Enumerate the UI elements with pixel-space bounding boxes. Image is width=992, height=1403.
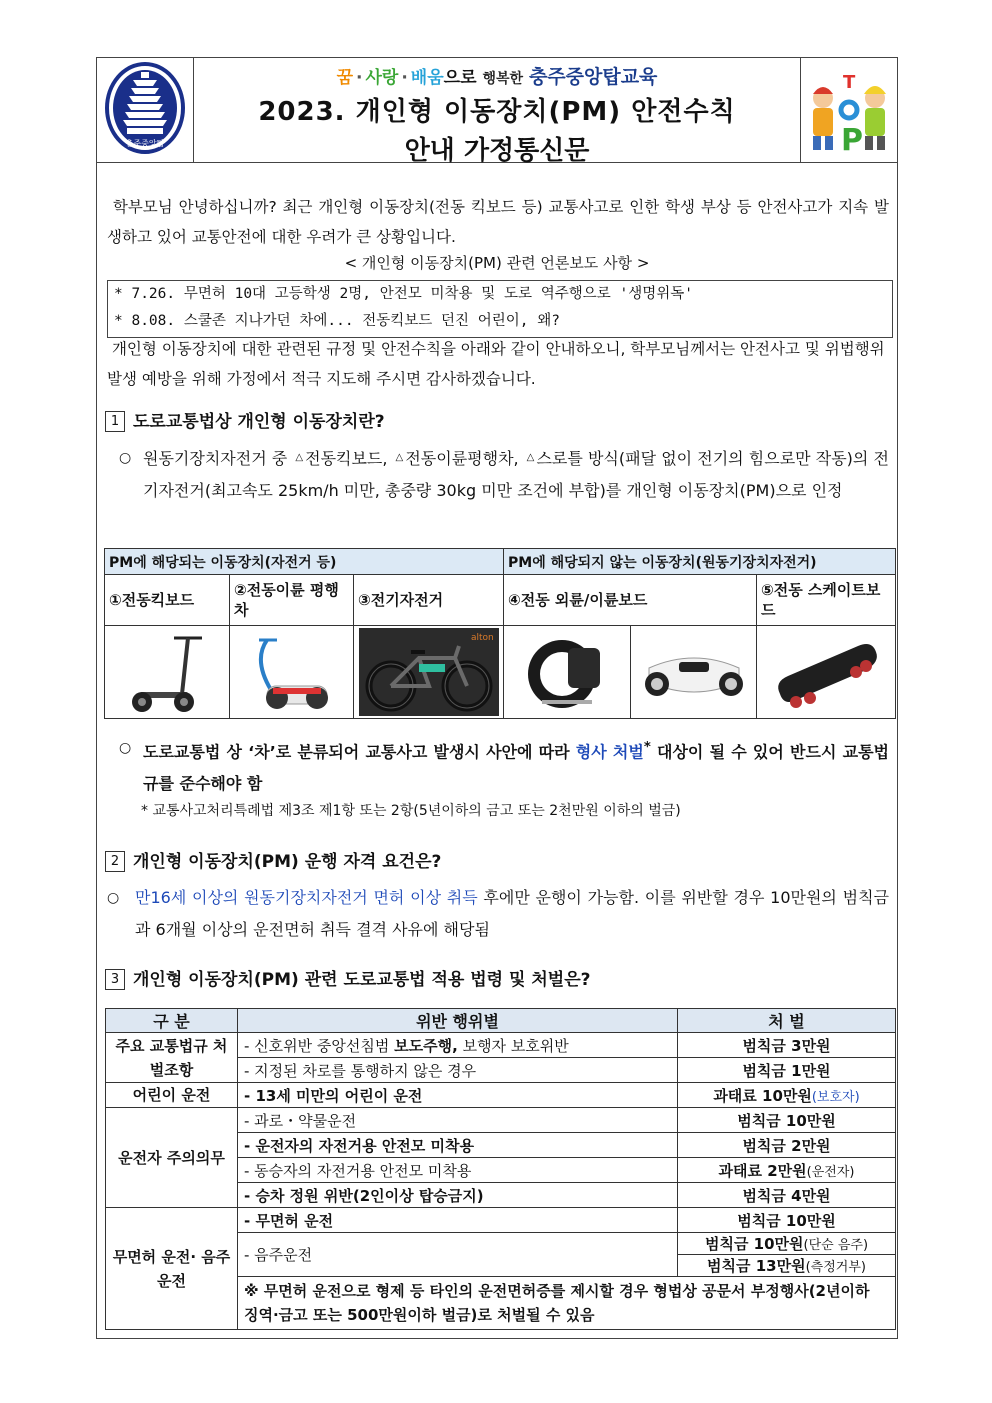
news-item: * 8.08. 스쿨존 지나가던 차에... 전동킥보드 던진 어린이, 왜? <box>114 313 561 329</box>
kickboard-image <box>105 626 230 719</box>
slogan-word-dream: 꿈 <box>336 68 353 88</box>
news-box <box>107 280 893 338</box>
circle-bullet-icon: ○ <box>107 890 120 906</box>
table-row: - 동승자의 자전거용 안전모 미착용 과태료 2만원(운전자) <box>106 1158 896 1183</box>
section-1-heading <box>105 410 385 434</box>
footnote: * 교통사고처리특례법 제3조 제1항 또는 2항(5년이하의 금고 또는 2천만원 이하의 벌금) <box>141 803 681 819</box>
label-kickboard: ①전동킥보드 <box>105 575 230 626</box>
table-row: 운전자 주의의무 - 과로・약물운전 범칙금 10만원 <box>106 1108 896 1133</box>
table-row: - 승차 정원 위반(2인이상 탑승금지) 범칙금 4만원 <box>106 1183 896 1208</box>
table-row: - 음주운전 범칙금 10만원(단순 음주) <box>106 1233 896 1255</box>
section-title: 개인형 이동장치(PM) 관련 도로교통법 적용 법령 및 처벌은? <box>133 970 591 990</box>
unicycle-image <box>504 626 631 719</box>
svg-text:T: T <box>843 72 856 93</box>
table-row: 무면허 운전· 음주운전 - 무면허 운전 범칙금 10만원 <box>106 1208 896 1233</box>
section-1-bullet-2: ○ 도로교통법 상 ‘차’로 분류되어 교통사고 발생시 사안에 따라 형사 처벌* 대상이 될 수 있어 반드시 교통법규를 준수해야 함 <box>111 732 889 800</box>
slogan-word-love: 사랑 <box>365 68 399 88</box>
school-logo-icon <box>97 58 193 162</box>
section-3-heading <box>105 968 591 992</box>
category-driver-duty: 운전자 주의의무 <box>106 1108 238 1208</box>
col-header-penalty: 처 벌 <box>678 1009 896 1033</box>
skateboard-image <box>757 626 896 719</box>
category-main-rules: 주요 교통법규 처벌조항 <box>106 1033 238 1083</box>
label-wheel-board: ④전동 외륜/이륜보드 <box>504 575 757 626</box>
header-title-block <box>194 58 800 166</box>
ebike-icon <box>359 628 499 716</box>
news-heading: < 개인형 이동장치(PM) 관련 언론보도 사항 > <box>344 254 650 272</box>
section-1-bullet-1: ○ 원동기장치자전거 중 △ 전동킥보드, △ 전동이륜평행차, △ 스로틀 방식(패달 없이 전기의 힘으로만 작동)의 전기자전거(최고속도 25km/h 미만, 총중량 30kg 미만 조건에 부합)를 개인형 이동장치(PM)으로 인정 <box>111 442 889 507</box>
table-row: - 운전자의 자전거용 안전모 미착용 범칙금 2만원 <box>106 1133 896 1158</box>
category-child: 어린이 운전 <box>106 1083 238 1108</box>
svg-text:alton: alton <box>470 633 494 643</box>
fake-license-note: ※ 무면허 운전으로 형제 등 타인의 운전면허증를 제시할 경우 형법상 공문서 부정행사(2년이하 징역·금고 또는 500만원이하 벌금)로 처벌될 수 있음 <box>238 1277 896 1330</box>
slogan-school: 충주중앙탑교육 <box>528 66 658 88</box>
svg-text:충주중앙탑: 충주중앙탑 <box>125 139 165 148</box>
criminal-penalty-highlight: 형사 처벌 <box>575 742 644 762</box>
penalty-table <box>105 1008 896 1330</box>
slogan-rest: 으로 <box>443 68 477 88</box>
section-number: 3 <box>105 969 125 990</box>
top-mascot-cell <box>800 58 897 162</box>
slogan-word-learning: 배움 <box>410 68 444 88</box>
pm-device-table <box>104 548 896 719</box>
circle-bullet-icon: ○ <box>119 450 132 466</box>
table-row: 범칙금 13만원(측정거부) <box>106 1255 896 1277</box>
segway-image <box>230 626 354 719</box>
section-2-bullet: ○ 만16세 이상의 원동기장치자전거 면허 이상 취득 후에만 운행이 가능함. 이를 위반할 경우 10만원의 범칙금과 6개월 이상의 운전면허 취득 결격 사유에 해당됨 <box>99 882 889 946</box>
slogan-small: 행복한 <box>482 71 524 87</box>
pm-header: PM에 해당되는 이동장치(자전거 등) <box>105 549 504 575</box>
label-skateboard: ⑤전동 스케이트보드 <box>757 575 896 626</box>
skateboard-icon <box>766 628 886 716</box>
triangle-bullet-icon: △ <box>295 452 304 463</box>
header <box>97 58 897 166</box>
document-page <box>96 57 898 1339</box>
hoverboard-icon <box>639 628 749 716</box>
intro2-paragraph: 개인형 이동장치에 대한 관련된 규정 및 안전수칙을 아래와 같이 안내하오니, 학부모님께서는 안전사고 및 위법행위 발생 예방을 위해 가정에서 적극 지도해 주시면 감사하겠습니다. <box>107 340 885 388</box>
slogan: 꿈 · 사랑 · 배움으로 행복한 충주중앙탑교육 <box>336 66 658 88</box>
section-2-heading <box>105 850 441 874</box>
hoverboard-image <box>631 626 757 719</box>
school-logo-cell <box>97 58 194 162</box>
news-item: * 7.26. 무면허 10대 고등학생 2명, 안전모 미착용 및 도로 역주행으로 '생명위독' <box>114 286 693 302</box>
svg-text:P: P <box>841 123 863 158</box>
section-number: 1 <box>105 411 125 432</box>
top-mascot-icon <box>801 58 897 162</box>
license-requirement-highlight: 만16세 이상의 원동기장치자전거 면허 이상 취득 <box>135 888 478 907</box>
section-number: 2 <box>105 851 125 872</box>
ebike-image <box>354 626 504 719</box>
page-subtitle: 안내 가정통신문 <box>404 136 590 166</box>
section-title: 도로교통법상 개인형 이동장치란? <box>133 412 385 432</box>
col-header-violation: 위반 행위별 <box>238 1009 678 1033</box>
category-unlicensed-drunk: 무면허 운전· 음주운전 <box>106 1208 238 1330</box>
unicycle-icon <box>512 628 622 716</box>
table-row: 어린이 운전 - 13세 미만의 어린이 운전 과태료 10만원(보호자) <box>106 1083 896 1108</box>
triangle-bullet-icon: △ <box>526 452 535 463</box>
triangle-bullet-icon: △ <box>395 452 404 463</box>
table-row: - 지정된 차로를 통행하지 않은 경우 범칙금 1만원 <box>106 1058 896 1083</box>
kickboard-icon <box>112 628 222 716</box>
page-title: 2023. 개인형 이동장치(PM) 안전수칙 <box>258 97 736 127</box>
section-title: 개인형 이동장치(PM) 운행 자격 요건은? <box>133 852 442 872</box>
label-segway: ②전동이륜 평행차 <box>230 575 354 626</box>
intro-paragraph: 학부모님 안녕하십니까? 최근 개인형 이동장치(전동 킥보드 등) 교통사고로 인한 학생 부상 등 안전사고가 지속 발생하고 있어 교통안전에 대한 우려가 큰 상황입니다. <box>107 198 889 246</box>
segway-icon <box>237 628 347 716</box>
col-header-category: 구 분 <box>106 1009 238 1033</box>
table-row: 주요 교통법규 처벌조항 - 신호위반 중앙선침범 보도주행, 보행자 보호위반 범칙금 3만원 <box>106 1033 896 1058</box>
non-pm-header: PM에 해당되지 않는 이동장치(원동기장치자전거) <box>504 549 896 575</box>
circle-bullet-icon: ○ <box>119 740 132 756</box>
label-ebike: ③전기자전거 <box>354 575 504 626</box>
